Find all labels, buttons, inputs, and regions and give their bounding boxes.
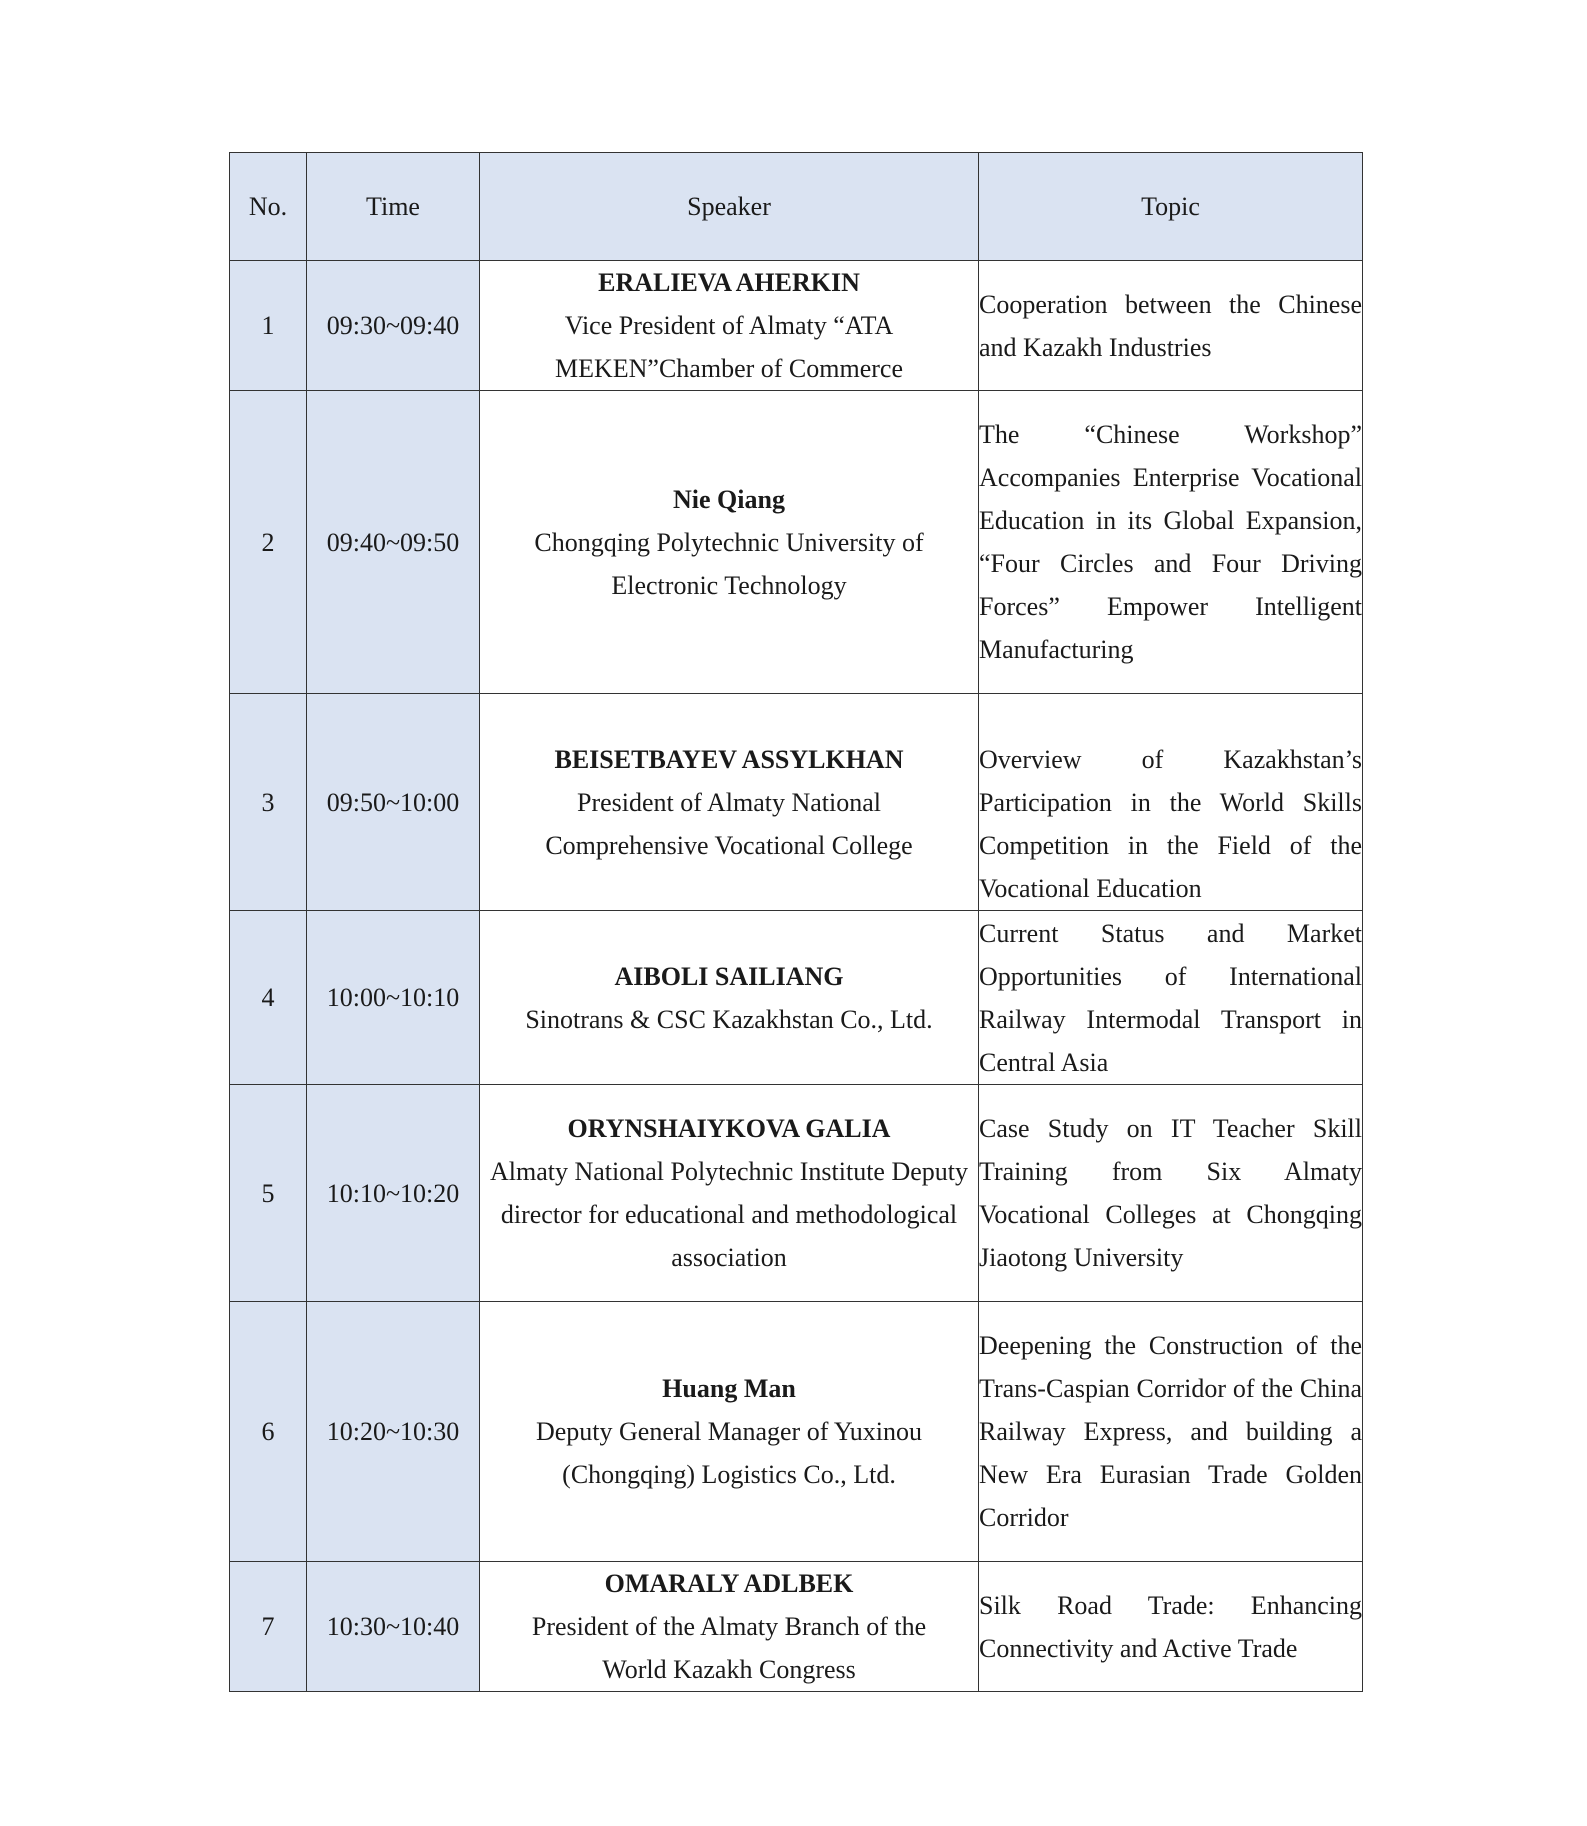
topic-cell	[979, 1562, 1363, 1692]
row-time: 09:50~10:00	[307, 694, 480, 911]
topic-cell	[979, 261, 1363, 391]
speaker-name: AIBOLI SAILIANG	[614, 961, 844, 991]
header-no: No.	[230, 153, 307, 261]
speaker-name: Nie Qiang	[673, 484, 785, 514]
row-number: 3	[230, 694, 307, 911]
row-number: 4	[230, 911, 307, 1085]
speaker-cell	[480, 1562, 979, 1692]
speaker-name: BEISETBAYEV ASSYLKHAN	[554, 744, 904, 774]
topic-cell	[979, 1085, 1363, 1302]
header-topic: Topic	[979, 153, 1363, 261]
header-speaker: Speaker	[480, 153, 979, 261]
topic-text: The “Chinese Workshop” Accompanies Enterprise Vocational Education in its Global Expansion, “Four Circles and Four Driving Forces” Empower Intelligent Manufacturing	[979, 420, 1362, 664]
header-row	[230, 153, 1363, 261]
speaker-cell	[480, 1085, 979, 1302]
row-time: 10:20~10:30	[307, 1302, 480, 1562]
speaker-cell	[480, 694, 979, 911]
schedule-table	[229, 152, 1363, 1692]
topic-text: Current Status and Market Opportunities of International Railway Intermodal Transport in Central Asia	[979, 918, 1362, 1077]
row-time: 10:00~10:10	[307, 911, 480, 1085]
header-time: Time	[307, 153, 480, 261]
table-row	[230, 261, 1363, 391]
topic-cell	[979, 1302, 1363, 1562]
row-number: 6	[230, 1302, 307, 1562]
speaker-affiliation: President of the Almaty Branch of the World Kazakh Congress	[531, 1612, 927, 1684]
topic-cell	[979, 911, 1363, 1085]
row-number: 1	[230, 261, 307, 391]
row-number: 2	[230, 391, 307, 694]
speaker-cell	[480, 911, 979, 1085]
row-time: 10:10~10:20	[307, 1085, 480, 1302]
speaker-name: Huang Man	[662, 1374, 796, 1403]
speaker-affiliation: Chongqing Polytechnic University of Electronic Technology	[534, 527, 924, 600]
row-time: 09:30~09:40	[307, 261, 480, 391]
speaker-name: ORYNSHAIYKOVA GALIA	[567, 1114, 891, 1143]
speaker-name: ERALIEVA AHERKIN	[598, 268, 860, 297]
speaker-affiliation: Vice President of Almaty “ATA MEKEN”Chamber of Commerce	[554, 311, 903, 383]
speaker-name: OMARALY ADLBEK	[604, 1569, 854, 1598]
speaker-cell	[480, 1302, 979, 1562]
topic-text: Cooperation between the Chinese and Kazakh Industries	[979, 289, 1362, 362]
table-row	[230, 911, 1363, 1085]
row-number: 7	[230, 1562, 307, 1692]
table-row	[230, 1562, 1363, 1692]
speaker-affiliation: Deputy General Manager of Yuxinou (Chongqing) Logistics Co., Ltd.	[535, 1417, 923, 1489]
row-time: 09:40~09:50	[307, 391, 480, 694]
speaker-affiliation: Sinotrans & CSC Kazakhstan Co., Ltd.	[525, 1004, 933, 1034]
row-number: 5	[230, 1085, 307, 1302]
topic-text: Deepening the Construction of the Trans-Caspian Corridor of the China Railway Express, and building a New Era Eurasian Trade Golden Corridor	[979, 1331, 1362, 1532]
table-row	[230, 694, 1363, 911]
speaker-cell	[480, 261, 979, 391]
topic-text: Overview of Kazakhstan’s Participation in the World Skills Competition in the Field of the Vocational Education	[979, 745, 1362, 903]
table-row	[230, 1302, 1363, 1562]
speaker-affiliation: President of Almaty National Comprehensive Vocational College	[545, 787, 913, 860]
topic-text: Silk Road Trade: Enhancing Connectivity and Active Trade	[979, 1590, 1362, 1663]
speaker-affiliation: Almaty National Polytechnic Institute Deputy director for educational and methodological association	[489, 1157, 969, 1272]
topic-cell	[979, 391, 1363, 694]
topic-cell	[979, 694, 1363, 911]
row-time: 10:30~10:40	[307, 1562, 480, 1692]
table-row	[230, 391, 1363, 694]
speaker-cell	[480, 391, 979, 694]
table-row	[230, 1085, 1363, 1302]
topic-text: Case Study on IT Teacher Skill Training from Six Almaty Vocational Colleges at Chongqing Jiaotong University	[979, 1114, 1362, 1272]
